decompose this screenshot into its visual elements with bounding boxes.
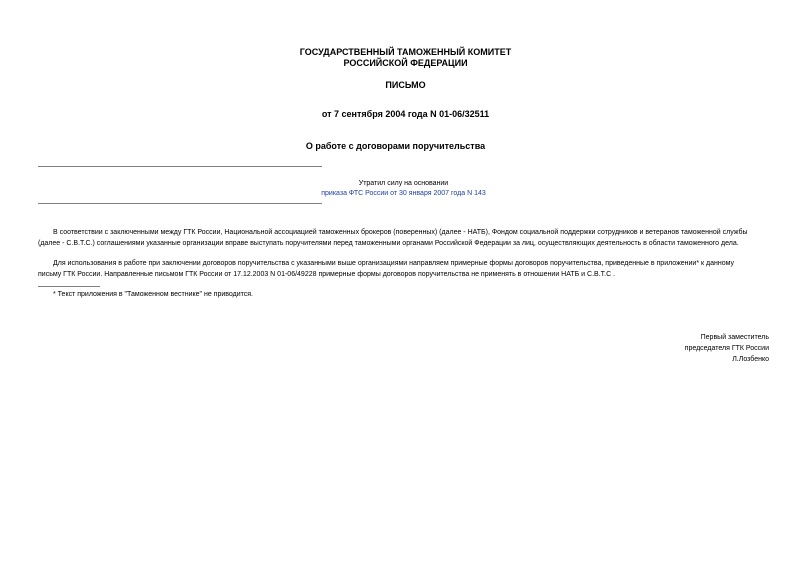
- footnote-text: * Текст приложения в "Таможенном вестнике" не приводится.: [53, 291, 253, 298]
- signature-position-line1: Первый заместитель: [700, 334, 769, 341]
- body-paragraph-2: [38, 258, 770, 280]
- divider-top: [38, 166, 322, 167]
- signature-name: Л.Лозбенко: [732, 356, 769, 363]
- lapsed-notice: Утратил силу на основании: [358, 180, 449, 187]
- paragraph-2-line-1: Для использования в работе при заключении договоров поручительства с указанными выше организациями направляем примерные формы договоров поручительства, приведенные в приложении* к данному: [53, 260, 735, 267]
- org-name-line1: ГОСУДАРСТВЕННЫЙ ТАМОЖЕННЫЙ КОМИТЕТ: [299, 47, 512, 57]
- org-name-line2: РОССИЙСКОЙ ФЕДЕРАЦИИ: [343, 58, 468, 68]
- paragraph-1-line-1: В соответствии с заключенными между ГТК России, Национальной ассоциацией таможенных брокеров (поверенных) (далее - НАТБ), Фондом социальной поддержки сотрудников и ветеранов таможенной службы: [53, 229, 748, 236]
- document-subject: О работе с договорами поручительства: [305, 141, 486, 151]
- document-date-number: от 7 сентября 2004 года N 01-06/32511: [321, 109, 490, 119]
- lapsed-order-link[interactable]: приказа ФТС России от 30 января 2007 года N 143: [321, 190, 486, 197]
- paragraph-2-line-2: письму ГТК России. Направленные письмом ГТК России от 17.12.2003 N 01-06/49228 примерные формы договоров поручительства не применять в отношении НАТБ и С.В.Т.С .: [38, 271, 616, 278]
- document-type: ПИСЬМО: [385, 80, 426, 90]
- body-paragraph-1: [38, 227, 770, 249]
- divider-bottom: [38, 203, 322, 204]
- signature-position-line2: председателя ГТК России: [684, 345, 769, 352]
- paragraph-1-line-2: (далее - С.В.Т.С.) соглашениями указанные организации вправе выступать поручителями перед таможенными органами Российской Федерации за лиц, осуществляющих деятельность в области таможенного дела.: [38, 240, 739, 247]
- footnote-divider: [38, 286, 100, 287]
